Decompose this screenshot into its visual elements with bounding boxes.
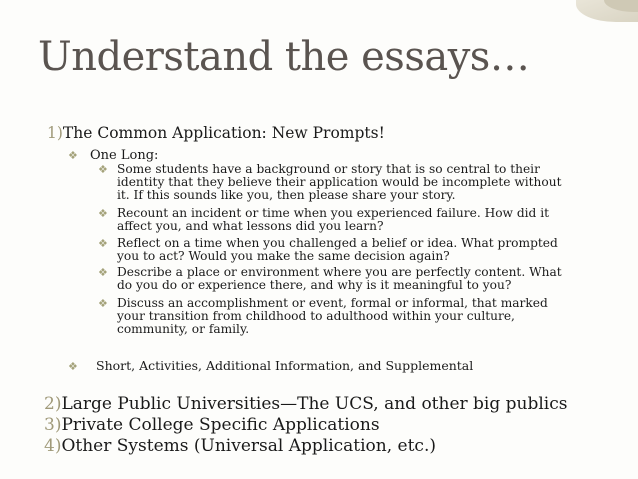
- prompt-text: Describe a place or environment where you are perfectly content. What do you do or experience there, and why is it meaningful to you?: [117, 265, 562, 292]
- sub-item-text: One Long:: [90, 148, 159, 163]
- diamond-bullet-icon: ❖: [68, 149, 78, 162]
- prompt-text: Reflect on a time when you challenged a belief or idea. What prompted you to act? Would you make the same decision again?: [117, 236, 558, 263]
- diamond-bullet-icon: ❖: [98, 266, 108, 279]
- list-number: 4): [44, 436, 62, 456]
- sub-item-one-long: [68, 148, 158, 163]
- list-item-text: Other Systems (Universal Application, etc.): [61, 436, 436, 456]
- list-number: 3): [44, 415, 62, 435]
- prompt-item: [98, 207, 568, 233]
- list-item-text: Private College Specific Applications: [61, 415, 380, 435]
- diamond-bullet-icon: ❖: [98, 237, 108, 250]
- diamond-bullet-icon: ❖: [98, 207, 108, 220]
- list-item-4: [44, 436, 436, 456]
- prompt-text: Recount an incident or time when you experienced failure. How did it affect you, and what lessons did you learn?: [117, 206, 550, 233]
- list-number: 2): [44, 394, 62, 414]
- diamond-bullet-icon: ❖: [98, 297, 108, 310]
- list-item-1: [47, 124, 385, 142]
- prompt-item: [98, 237, 568, 263]
- list-item-text: Large Public Universities—The UCS, and other big publics: [61, 394, 568, 414]
- slide-title: Understand the essays…: [38, 34, 530, 80]
- diamond-bullet-icon: ❖: [98, 163, 108, 176]
- list-item-2: [44, 394, 568, 414]
- sub-item-text: Short, Activities, Additional Information, and Supplemental: [96, 358, 474, 373]
- prompt-item: [98, 297, 568, 336]
- diamond-bullet-icon: ❖: [68, 360, 78, 373]
- prompt-text: Discuss an accomplishment or event, formal or informal, that marked your transition from childhood to adulthood within your culture, community, or family.: [117, 296, 548, 336]
- prompt-text: Some students have a background or story that is so central to their identity that they believe their application would be incomplete without it. If this sounds like you, then please share your story.: [117, 162, 562, 202]
- sub-item-short: [68, 358, 473, 373]
- list-item-text: The Common Application: New Prompts!: [62, 124, 385, 142]
- prompt-item: [98, 163, 568, 202]
- list-item-3: [44, 415, 380, 435]
- prompt-item: [98, 266, 568, 292]
- list-number: 1): [47, 124, 63, 142]
